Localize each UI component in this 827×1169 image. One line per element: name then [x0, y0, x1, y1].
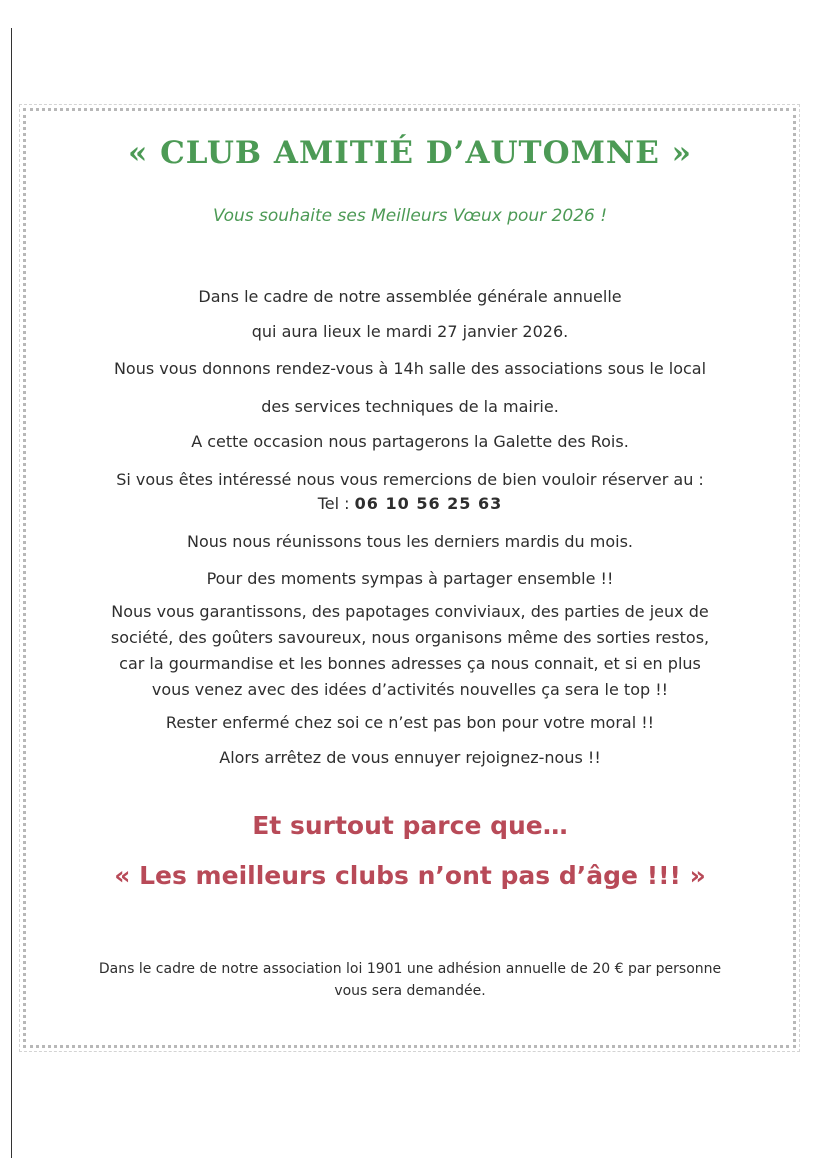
flyer-title: « CLUB AMITIÉ D’AUTOMNE » [127, 135, 693, 171]
flyer-subtitle: Vous souhaite ses Meilleurs Vœux pour 2026 ! [212, 206, 608, 226]
body-line-7: Nous nous réunissons tous les derniers mardis du mois. [186, 532, 634, 551]
body-line-4: des services techniques de la mairie. [261, 397, 559, 416]
body-line-8: Pour des moments sympas à partager ensemble !! [206, 569, 614, 588]
body-line-9: Nous vous garantissons, des papotages conviviaux, des parties de jeux de [111, 602, 709, 621]
body-line-5: A cette occasion nous partagerons la Galette des Rois. [191, 432, 629, 451]
tel-label: Tel : [317, 494, 350, 513]
footer-line-2: vous sera demandée. [334, 983, 486, 999]
body-line-6: Si vous êtes intéressé nous vous remercions de bien vouloir réserver au : [116, 470, 704, 489]
body-line-14: Alors arrêtez de vous ennuyer rejoignez-nous !! [219, 748, 601, 767]
slogan-line-2: « Les meilleurs clubs n’ont pas d’âge !!! » [114, 861, 706, 890]
scan-edge-line [11, 28, 12, 1158]
tel-number: 06 10 56 25 63 [354, 494, 503, 513]
body-line-3: Nous vous donnons rendez-vous à 14h salle des associations sous le local [113, 359, 707, 378]
footer-line-1: Dans le cadre de notre association loi 1901 une adhésion annuelle de 20 € par personne [98, 961, 722, 977]
body-line-10: société, des goûters savoureux, nous organisons même des sorties restos, [110, 628, 710, 647]
body-line-11: car la gourmandise et les bonnes adresses ça nous connait, et si en plus [119, 654, 701, 673]
body-line-12: vous venez avec des idées d’activités nouvelles ça sera le top !! [151, 680, 669, 699]
body-line-2: qui aura lieux le mardi 27 janvier 2026. [251, 322, 569, 341]
body-line-13: Rester enfermé chez soi ce n’est pas bon pour votre moral !! [165, 713, 655, 732]
telephone-line [26, 494, 794, 514]
slogan-line-1: Et surtout parce que… [252, 811, 568, 840]
body-line-1: Dans le cadre de notre assemblée générale annuelle [198, 287, 622, 306]
